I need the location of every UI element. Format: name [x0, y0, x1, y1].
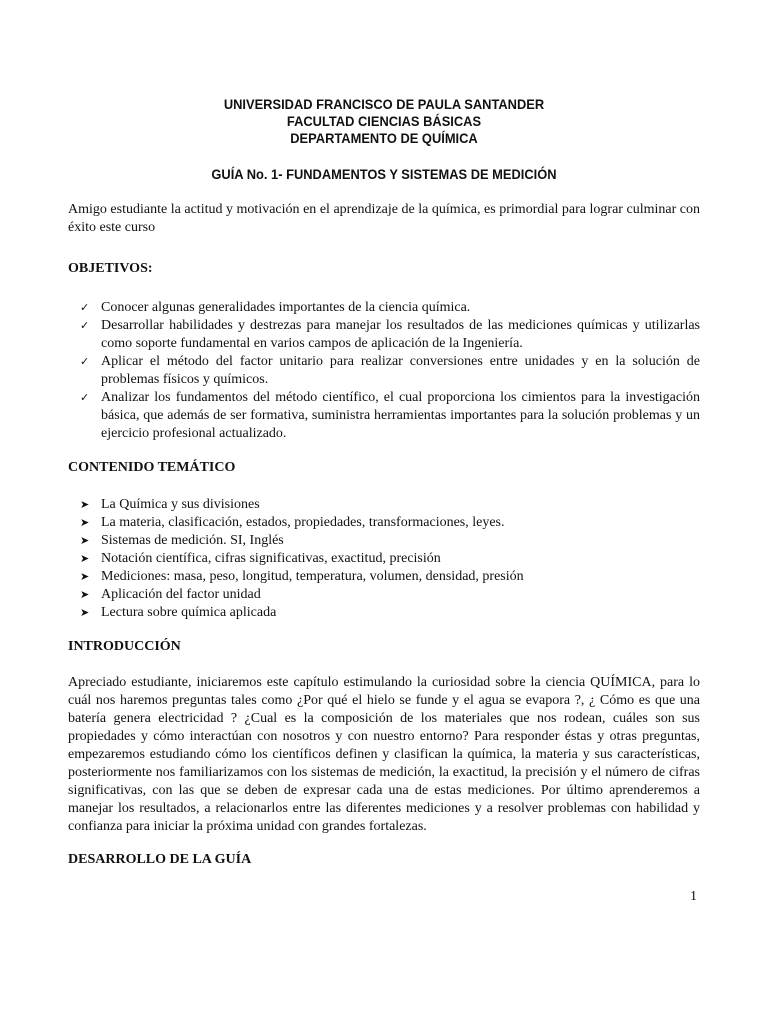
content-list [80, 496, 700, 622]
checkmark-icon: ✓ [80, 320, 90, 332]
objective-text: Analizar los fundamentos del método científico, el cual proporciona los cimientos para la investigación básica, que además de ser formativa, suministra herramientas importantes para la solución problemas y un ejercicio profesional actualizado. [101, 390, 700, 441]
objective-text: Desarrollar habilidades y destrezas para manejar los resultados de las mediciones químicas y utilizarlas como soporte fundamental en varios campos de aplicación de la Ingeniería. [101, 318, 700, 351]
list-item [80, 586, 700, 604]
arrow-bullet-icon: ➤ [80, 571, 90, 583]
university-name: UNIVERSIDAD FRANCISCO DE PAULA SANTANDER [223, 96, 545, 112]
checkmark-icon: ✓ [80, 302, 90, 314]
checkmark-icon: ✓ [80, 356, 90, 368]
content-heading: CONTENIDO TEMÁTICO [68, 460, 236, 475]
list-item [80, 604, 700, 622]
page-number: 1 [690, 889, 697, 904]
objectives-list [80, 299, 700, 443]
arrow-bullet-icon: ➤ [80, 517, 90, 529]
list-item [80, 389, 700, 443]
introduction-paragraph: Apreciado estudiante, iniciaremos este capítulo estimulando la curiosidad sobre la ciencia QUÍMICA, para lo cuál nos haremos preguntas tales como ¿Por qué el hielo se funde y el agua se evapora ?, ¿ Cómo es que una batería genera electricidad ? ¿Cual es la composición de los materiales que nos rodean, cuáles son sus propiedades y cómo interactúan con nosotros y con nuestro entorno? Para responder éstas y otras preguntas, empezaremos estudiando cómo los científicos definen y clasifican la química, la materia y sus características, posteriormente nos familiarizamos con los sistemas de medición, la exactitud, la precisión y el número de cifras significativas, con las que se deben de expresar cada una de estas mediciones. Por último aprenderemos a manejar los resultados, a relacionarlos entre las diferentes mediciones y a resolver problemas con habilidad y confianza para iniciar la próxima unidad con grandes fortalezas. [68, 675, 700, 834]
list-item [80, 514, 700, 532]
arrow-bullet-icon: ➤ [80, 589, 90, 601]
content-text: Aplicación del factor unidad [101, 587, 261, 602]
development-heading: DESARROLLO DE LA GUÍA [68, 852, 252, 867]
objectives-heading: OBJETIVOS: [68, 261, 153, 276]
intro-paragraph: Amigo estudiante la actitud y motivación en el aprendizaje de la química, es primordial para lograr culminar con éxito este curso [68, 202, 700, 235]
content-text: Lectura sobre química aplicada [101, 605, 277, 620]
list-item [80, 496, 700, 514]
introduction-heading: INTRODUCCIÓN [68, 639, 181, 654]
content-text: Notación científica, cifras significativas, exactitud, precisión [101, 551, 441, 566]
content-text: La materia, clasificación, estados, propiedades, transformaciones, leyes. [101, 515, 505, 530]
content-text: La Química y sus divisiones [101, 497, 260, 512]
arrow-bullet-icon: ➤ [80, 499, 90, 511]
list-item [80, 568, 700, 586]
objective-text: Conocer algunas generalidades importantes de la ciencia química. [101, 300, 471, 315]
arrow-bullet-icon: ➤ [80, 607, 90, 619]
content-text: Mediciones: masa, peso, longitud, temperatura, volumen, densidad, presión [101, 569, 524, 584]
list-item [80, 353, 700, 389]
checkmark-icon: ✓ [80, 392, 90, 404]
content-text: Sistemas de medición. SI, Inglés [101, 533, 284, 548]
arrow-bullet-icon: ➤ [80, 553, 90, 565]
guide-title: GUÍA No. 1- FUNDAMENTOS Y SISTEMAS DE MEDICIÓN [211, 166, 557, 182]
list-item [80, 317, 700, 353]
list-item [80, 532, 700, 550]
objective-text: Aplicar el método del factor unitario para realizar conversiones entre unidades y en la solución de problemas físicos y químicos. [101, 354, 700, 387]
department-name: DEPARTAMENTO DE QUÍMICA [290, 130, 478, 146]
list-item [80, 299, 700, 317]
faculty-name: FACULTAD CIENCIAS BÁSICAS [286, 113, 482, 129]
arrow-bullet-icon: ➤ [80, 535, 90, 547]
list-item [80, 550, 700, 568]
